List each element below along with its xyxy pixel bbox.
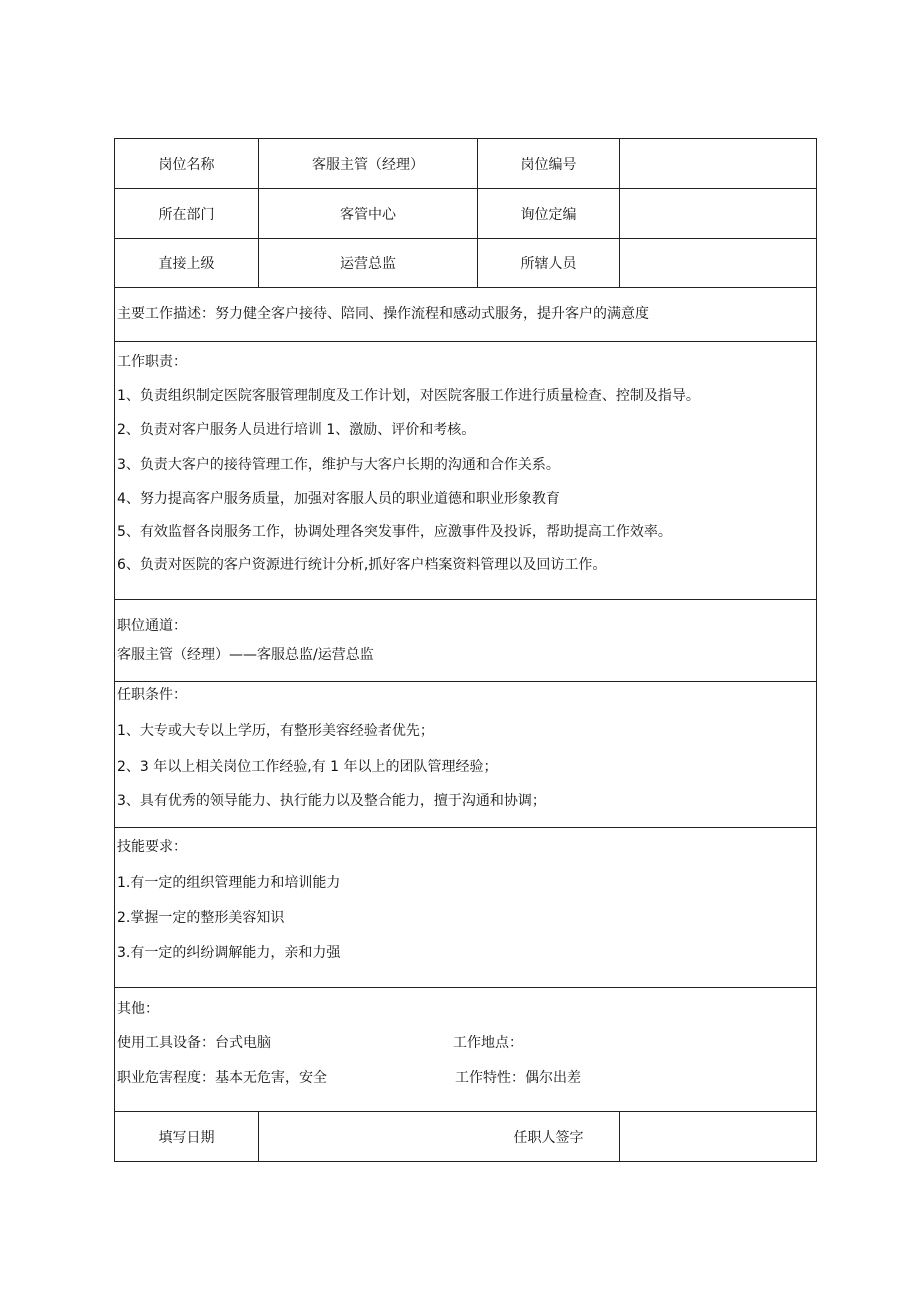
dept-value: 客管中心 xyxy=(340,206,396,223)
qualification-item: 1、大专或大专以上学历，有整形美容经验者优先； xyxy=(117,723,434,739)
signature-label: 任职人签字 xyxy=(513,1129,584,1146)
skills-title: 技能要求： xyxy=(117,839,187,855)
career-title: 职位通道： xyxy=(117,618,187,634)
post-name-value: 客服主管（经理） xyxy=(312,156,424,173)
subordinates-value xyxy=(620,239,816,287)
duty-item: 1、负责组织制定医院客服管理制度及工作计划，对医院客服工作进行质量检查、控制及指导。 xyxy=(117,388,700,404)
other-title: 其他： xyxy=(117,1001,159,1017)
duty-item: 4、努力提高客户服务质量，加强对客服人员的职业道德和职业形象教育 xyxy=(117,491,560,507)
superior-label: 直接上级 xyxy=(158,256,215,272)
superior-value: 运营总监 xyxy=(340,256,396,272)
dept-label: 所在部门 xyxy=(158,206,215,223)
row-divider xyxy=(115,681,816,682)
skill-item: 3.有一定的纠纷调解能力，亲和力强 xyxy=(117,945,341,961)
post-no-label: 岗位编号 xyxy=(520,156,577,173)
row-divider xyxy=(115,987,816,988)
work-location: 工作地点： xyxy=(453,1035,523,1051)
skill-item: 2.掌握一定的整形美容知识 xyxy=(117,910,285,926)
qualifications-title: 任职条件： xyxy=(117,687,187,703)
occupational-hazard: 职业危害程度：基本无危害，安全 xyxy=(117,1070,327,1086)
tools-equipment: 使用工具设备：台式电脑 xyxy=(117,1035,271,1051)
post-name-label: 岗位名称 xyxy=(158,156,215,173)
qualification-item: 2、3 年以上相关岗位工作经验,有 1 年以上的团队管理经验； xyxy=(117,759,498,775)
work-summary: 主要工作描述：努力健全客户接待、陪同、操作流程和感动式服务，提升客户的满意度 xyxy=(117,306,649,322)
work-traits: 工作特性：偶尔出差 xyxy=(455,1070,581,1086)
duty-item: 5、有效监督各岗服务工作，协调处理各突发事件，应激事件及投诉，帮助提高工作效率。 xyxy=(117,524,672,540)
quota-value xyxy=(620,189,816,238)
duties-title: 工作职责： xyxy=(117,354,187,370)
post-no-value xyxy=(620,139,816,188)
qualification-item: 3、具有优秀的领导能力、执行能力以及整合能力，擅于沟通和协调； xyxy=(117,793,546,809)
job-description-form xyxy=(114,138,817,1162)
row-divider xyxy=(115,287,816,288)
career-path: 客服主管（经理）——客服总监/运营总监 xyxy=(117,647,374,663)
row-divider xyxy=(115,827,816,828)
signature-value xyxy=(620,1112,816,1161)
fill-date-label: 填写日期 xyxy=(158,1129,215,1146)
row-divider xyxy=(115,341,816,342)
row-divider xyxy=(115,599,816,600)
duty-item: 3、负责大客户的接待管理工作，维护与大客户长期的沟通和合作关系。 xyxy=(117,457,560,473)
duty-item: 6、负责对医院的客户资源进行统计分析,抓好客户档案资料管理以及回访工作。 xyxy=(117,557,607,573)
subordinates-label: 所辖人员 xyxy=(520,256,577,272)
fill-date-value xyxy=(259,1112,477,1161)
duty-item: 2、负责对客户服务人员进行培训 1、激励、评价和考核。 xyxy=(117,422,476,438)
quota-label: 询位定编 xyxy=(520,206,577,223)
skill-item: 1.有一定的组织管理能力和培训能力 xyxy=(117,875,341,891)
